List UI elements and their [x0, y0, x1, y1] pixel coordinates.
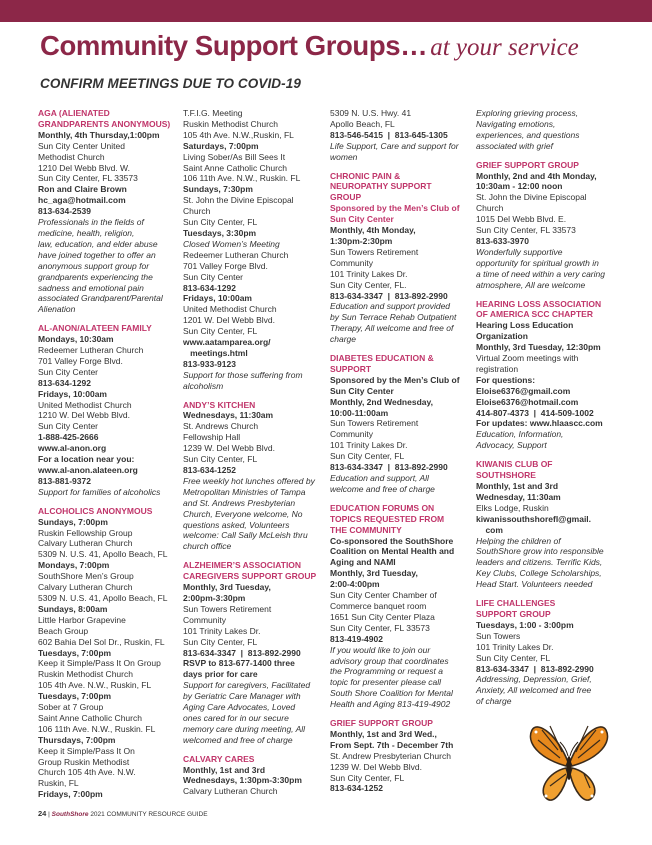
description-line: and St. Andrews Presbyterian	[183, 497, 296, 508]
column-2	[183, 108, 331, 797]
section-heading: HEARING LOSS ASSOCIATION	[476, 298, 602, 309]
bold-detail-line: Fridays, 10:00am	[183, 293, 252, 304]
section-heading: EDUCATION FORUMS ON	[330, 502, 435, 513]
bold-detail-line: meetings.html	[183, 347, 248, 358]
section-gap	[330, 163, 476, 171]
section-gap	[330, 495, 476, 503]
section-heading: ANDY’S KITCHEN	[183, 399, 256, 410]
section-heading: GRANDPARENTS ANONYMOUS)	[38, 118, 171, 129]
page-number: 24	[38, 809, 47, 818]
detail-line: 101 Trinity Lakes Dr.	[330, 440, 408, 451]
bold-detail-line: Monthly, 2nd and 4th Monday,	[476, 170, 597, 181]
detail-line: St. Andrew Presbyterian Church	[330, 750, 451, 761]
bold-detail-line: 10:00-11:00am	[330, 407, 389, 418]
detail-line: Sober at 7 Group	[38, 702, 104, 713]
detail-line: Sun City Center United	[38, 140, 125, 151]
description-line: grandparents experiencing the	[38, 271, 153, 282]
detail-line: Sun City Center	[38, 366, 98, 377]
description-line: Metropolitan Ministries of Tampa	[183, 486, 306, 497]
bold-detail-line: Monthly, 1st and 3rd	[183, 764, 266, 775]
detail-line: United Methodist Church	[183, 304, 277, 315]
bold-detail-line: 813-633-3970	[476, 235, 529, 246]
description-line: medicine, health, religion,	[38, 227, 135, 238]
section-heading: Sponsored by the Men’s Club of	[330, 203, 460, 214]
bold-detail-line: For questions:	[476, 374, 536, 385]
bold-detail-line: Aging and NAMI	[330, 557, 396, 568]
detail-line: St. John the Divine Episcopal	[183, 195, 294, 206]
detail-line: St. John the Divine Episcopal	[476, 192, 587, 203]
detail-line: Apollo Beach, FL	[330, 118, 395, 129]
detail-line: Community	[183, 614, 226, 625]
detail-line: Beach Group	[38, 625, 89, 636]
detail-line: Sun City Center, FL.	[330, 279, 407, 290]
description-line: women	[330, 151, 358, 162]
description-line: Helping the children of	[476, 535, 561, 546]
detail-line: Keep it Simple/Pass It On	[38, 745, 135, 756]
detail-line: 5309 N. U.S. 41, Apollo Beach, FL	[38, 592, 168, 603]
bold-detail-line: Sun City Center	[330, 385, 394, 396]
detail-line: Keep it Simple/Pass It On Group	[38, 658, 161, 669]
description-line: law, education, and elder abuse	[38, 238, 158, 249]
detail-line: Commerce banquet room	[330, 600, 427, 611]
detail-line: 105 4th Ave. N.W., Ruskin, FL	[38, 680, 152, 691]
detail-line: Sun Towers Retirement	[330, 418, 419, 429]
bold-detail-line: 813-634-1252	[330, 783, 383, 794]
page-footer: 24 | SouthShore 2021 COMMUNITY RESOURCE GUIDE	[38, 809, 208, 818]
detail-line: Saint Anne Catholic Church	[183, 162, 287, 173]
detail-line: Sun Towers Retirement	[330, 246, 419, 257]
section-heading: OF AMERICA SCC CHAPTER	[476, 309, 593, 320]
bold-detail-line: Sponsored by the Men’s Club of	[330, 374, 460, 385]
bold-detail-line: www.al-anon.org	[38, 443, 107, 454]
detail-line: 5309 N. U.S. Hwy. 41	[330, 108, 412, 118]
detail-line: Little Harbor Grapevine	[38, 614, 126, 625]
detail-line: Sun City Center, FL	[476, 652, 551, 663]
bold-detail-line: 813-634-1292	[38, 377, 91, 388]
detail-line: 5309 N. U.S. 41, Apollo Beach, FL	[38, 549, 168, 560]
title-script: at your service	[430, 34, 579, 61]
bold-detail-line: Tuesdays, 3:30pm	[183, 227, 257, 238]
detail-line: Church	[183, 206, 211, 217]
detail-line: 101 Trinity Lakes Dr.	[476, 641, 554, 652]
description-line: atmosphere, All are welcome	[476, 279, 586, 290]
bold-detail-line: 813-546-5415 | 813-645-1305	[330, 129, 448, 140]
column-3	[330, 108, 476, 794]
description-line: Exploring grieving process,	[476, 108, 579, 118]
description-line: topic for presenter please call	[330, 677, 442, 688]
bold-detail-line: 813-634-1292	[183, 282, 236, 293]
detail-line: Ruskin, FL	[38, 778, 79, 789]
footer-brand: SouthShore	[51, 811, 89, 818]
detail-line: 1239 W. Del Webb Blvd.	[183, 443, 275, 454]
bold-detail-line: Tuesdays, 7:00pm	[38, 647, 112, 658]
detail-line: Sun City Center	[38, 421, 98, 432]
bold-detail-line: Eloise6376@gmail.com	[476, 385, 571, 396]
detail-line: 1210 Del Webb Blvd. W.	[38, 162, 130, 173]
bold-detail-line: Monthly, 4th Monday,	[330, 225, 416, 236]
detail-line: 1651 Sun City Center Plaza	[330, 611, 435, 622]
description-line: Support for those suffering from	[183, 369, 303, 380]
bold-detail-line: For updates: www.hlaascc.com	[476, 418, 603, 429]
detail-line: Sun Towers	[476, 630, 521, 641]
description-line: Navigating emotions,	[476, 118, 556, 129]
bold-detail-line: Ron and Claire Brown	[38, 184, 127, 195]
detail-line: Sun City Center, FL	[330, 451, 405, 462]
detail-line: St. Andrews Church	[183, 421, 259, 432]
description-line: Wonderfully supportive	[476, 246, 563, 257]
description-line: experiences, and questions	[476, 129, 580, 140]
detail-line: 701 Valley Forge Blvd.	[38, 355, 123, 366]
detail-line: Virtual Zoom meetings with	[476, 353, 579, 364]
detail-line: Sun City Center, FL	[183, 217, 258, 228]
section-heading: ALCOHOLICS ANONYMOUS	[38, 505, 153, 516]
description-line: questions asked, Volunteers	[183, 519, 290, 530]
bold-detail-line: From Sept. 7th - December 7th	[330, 739, 454, 750]
bold-detail-line: Wednesdays, 1:30pm-3:30pm	[183, 775, 302, 786]
section-heading: CALVARY CARES	[183, 753, 255, 764]
description-line: Support for caregivers, Facilitated	[183, 680, 311, 691]
description-line: Life Support, Care and support for	[330, 140, 459, 151]
bold-detail-line: For a location near you:	[38, 454, 135, 465]
section-heading: AGA (ALIENATED	[38, 108, 110, 118]
description-line: of charge	[476, 696, 512, 707]
bold-detail-line: Sundays, 7:00pm	[38, 516, 108, 527]
section-heading: TOPICS REQUESTED FROM	[330, 513, 445, 524]
bold-detail-line: 813-634-3347 | 813-892-2990	[330, 462, 448, 473]
section-heading: ALZHEIMER’S ASSOCIATION	[183, 560, 302, 571]
bold-detail-line: Monthly, 1st and 3rd Wed.,	[330, 728, 437, 739]
section-heading: NEUROPATHY SUPPORT	[330, 181, 432, 192]
description-line: Advocacy, Support	[476, 440, 547, 451]
bold-detail-line: www.aatamparea.org/	[183, 337, 271, 348]
section-heading: GRIEF SUPPORT GROUP	[476, 159, 579, 170]
section-heading: CAREGIVERS SUPPORT GROUP	[183, 571, 317, 582]
detail-line: Sun City Center, FL 33573	[38, 173, 138, 184]
detail-line: 1239 W. Del Webb Blvd.	[330, 761, 422, 772]
detail-line: 101 Trinity Lakes Dr.	[183, 625, 261, 636]
description-line: Professionals in the fields of	[38, 217, 144, 228]
detail-line: Elks Lodge, Ruskin	[476, 502, 549, 513]
detail-line: Group Ruskin Methodist	[38, 756, 130, 767]
section-heading: KIWANIS CLUB OF	[476, 459, 553, 470]
column-1	[38, 108, 184, 800]
section-gap	[476, 291, 622, 299]
bold-detail-line: Coalition on Mental Health and	[330, 546, 455, 557]
description-line: associated Grandparent/Parental	[38, 293, 163, 304]
section-heading: SOUTHSHORE	[476, 470, 536, 481]
bold-detail-line: Fridays, 7:00pm	[38, 789, 103, 800]
section-heading: LIFE CHALLENGES	[476, 598, 556, 609]
butterfly-image	[528, 716, 610, 812]
description-line: sadness and emotional pain	[38, 282, 144, 293]
bold-detail-line: Co-sponsored the SouthShore	[330, 535, 454, 546]
bold-detail-line: 414-807-4373 | 414-509-1002	[476, 407, 594, 418]
description-line: alcoholism	[183, 380, 224, 391]
bold-detail-line: 813-634-3347 | 813-892-2990	[183, 647, 301, 658]
bold-detail-line: days prior for care	[183, 669, 258, 680]
description-line: Closed Women’s Meeting	[183, 238, 280, 249]
bold-detail-line: Monthly, 3rd Tuesday,	[183, 582, 271, 593]
bold-detail-line: 813-634-2539	[38, 206, 91, 217]
bold-detail-line: 1-888-425-2666	[38, 432, 99, 443]
bold-detail-line: 813-634-3347 | 813-892-2990	[476, 663, 594, 674]
section-gap	[330, 345, 476, 353]
description-line: welcome: Call Sally McLeish thru	[183, 530, 308, 541]
section-heading: SUPPORT	[330, 363, 372, 374]
detail-line: T.F.I.G. Meeting	[183, 108, 243, 118]
bold-detail-line: www.al-anon.alateen.org	[38, 465, 138, 475]
bold-detail-line: Wednesday, 11:30am	[476, 491, 561, 502]
detail-line: Sun City Center, FL	[330, 772, 405, 783]
detail-line: 701 Valley Forge Blvd.	[183, 260, 268, 271]
section-gap	[183, 392, 331, 400]
description-line: Anxiety, All welcomed and free	[476, 685, 592, 696]
detail-line: Sun Towers Retirement	[183, 603, 272, 614]
detail-line: Sun City Center, FL	[183, 454, 258, 465]
detail-line: 1210 W. Del Webb Blvd.	[38, 410, 130, 421]
top-color-bar	[0, 0, 652, 22]
detail-line: 101 Trinity Lakes Dr.	[330, 268, 408, 279]
description-line: advisory group that coordinates	[330, 655, 449, 666]
detail-line: SouthShore Men’s Group	[38, 571, 134, 582]
detail-line: Community	[330, 257, 373, 268]
bold-detail-line: 813-634-3347 | 813-892-2990	[330, 290, 448, 301]
detail-line: Ruskin Methodist Church	[38, 669, 133, 680]
description-line: a time of need within a very caring	[476, 268, 605, 279]
bold-detail-line: Saturdays, 7:00pm	[183, 140, 259, 151]
bold-detail-line: Wednesdays, 11:30am	[183, 410, 274, 421]
detail-line: United Methodist Church	[38, 399, 132, 410]
bold-detail-line: Monthly, 3rd Tuesday,	[330, 568, 418, 579]
page-subtitle: CONFIRM MEETINGS DUE TO COVID-19	[40, 76, 301, 91]
section-heading: Sun City Center	[330, 214, 394, 225]
detail-line: 106 11th Ave. N.W., Ruskin. FL	[183, 173, 301, 184]
description-line: Support for families of alcoholics	[38, 486, 161, 497]
section-gap	[183, 552, 331, 560]
description-line: have joined together to offer an	[38, 249, 156, 260]
detail-line: Redeemer Lutheran Church	[38, 345, 144, 356]
section-gap	[38, 315, 184, 323]
bold-detail-line: 1:30pm-2:30pm	[330, 235, 393, 246]
page-title	[40, 30, 579, 62]
section-heading: GRIEF SUPPORT GROUP	[330, 718, 433, 729]
bold-detail-line: kiwanissouthshorefl@gmail.	[476, 513, 592, 524]
description-line: associated with grief	[476, 140, 554, 151]
detail-line: Saint Anne Catholic Church	[38, 712, 142, 723]
bold-detail-line: Monthly, 4th Thursday,1:00pm	[38, 129, 160, 140]
bold-detail-line: Mondays, 10:30am	[38, 334, 114, 345]
detail-line: registration	[476, 363, 519, 374]
section-heading: DIABETES EDUCATION &	[330, 353, 434, 364]
section-gap	[476, 451, 622, 459]
detail-line: Sun City Center, FL 33573	[476, 225, 576, 236]
bold-detail-line: Sundays, 8:00am	[38, 603, 108, 614]
description-line: welcome and free of charge	[330, 483, 435, 494]
section-gap	[476, 590, 622, 598]
section-gap	[330, 710, 476, 718]
description-line: welcomed and free of charge	[183, 734, 293, 745]
detail-line: Calvary Lutheran Church	[38, 538, 133, 549]
description-line: memory care during meeting, All	[183, 723, 306, 734]
description-line: Education and support, All	[330, 473, 429, 483]
description-line: opportunity for spiritual growth in	[476, 257, 599, 268]
description-line: the Programming or request a	[330, 666, 443, 677]
detail-line: Living Sober/As Bill Sees It	[183, 151, 286, 162]
description-line: Education and support provided	[330, 301, 451, 312]
bold-detail-line: 10:30am - 12:00 noon	[476, 181, 563, 192]
bold-detail-line: Sundays, 7:30pm	[183, 184, 253, 195]
detail-line: Community	[330, 429, 373, 440]
description-line: Health and Aging 813-419-4902	[330, 699, 451, 710]
detail-line: Ruskin Fellowship Group	[38, 527, 133, 538]
footer-text: 2021 COMMUNITY RESOURCE GUIDE	[90, 811, 208, 818]
bold-detail-line: Tuesdays, 7:00pm	[38, 691, 112, 702]
detail-line: Methodist Church	[38, 151, 105, 162]
detail-line: 1015 Del Webb Blvd. E.	[476, 214, 567, 225]
bold-detail-line: Monthly, 2nd Wednesday,	[330, 396, 433, 407]
description-line: leaders and citizens. Terrific Kids,	[476, 557, 603, 568]
section-gap	[38, 498, 184, 506]
description-line: Therapy, All welcome and free of	[330, 323, 454, 334]
detail-line: Sun City Center, FL 33573	[330, 622, 430, 633]
detail-line: Sun City Center, FL	[183, 636, 258, 647]
description-line: SouthShore grow into responsible	[476, 546, 604, 557]
section-gap	[476, 152, 622, 160]
description-line: Alienation	[38, 304, 76, 315]
description-line: church office	[183, 541, 232, 552]
bold-detail-line: 2:00-4:00pm	[330, 579, 380, 590]
description-line: South Shore Coalition for Mental	[330, 688, 453, 699]
bold-detail-line: 813-419-4902	[330, 633, 383, 644]
detail-line: Fellowship Hall	[183, 432, 241, 443]
detail-line: Church 105 4th Ave. N.W.	[38, 767, 136, 778]
bold-detail-line: 813-634-1252	[183, 465, 236, 475]
description-line: by Geriatric Care Manager with	[183, 691, 301, 702]
bold-detail-line: hc_aga@hotmail.com	[38, 195, 126, 206]
detail-line: Ruskin Methodist Church	[183, 118, 278, 129]
detail-line: Sun City Center, FL	[183, 326, 258, 337]
column-4	[476, 108, 622, 707]
bold-detail-line: Eloise6376@hotmail.com	[476, 396, 579, 407]
description-line: Addressing, Depression, Grief,	[476, 674, 592, 685]
bold-detail-line: Mondays, 7:00pm	[38, 560, 110, 571]
section-gap	[183, 746, 331, 754]
detail-line: 602 Bahia Del Sol Dr., Ruskin, FL	[38, 636, 165, 647]
description-line: If you would like to join our	[330, 644, 431, 655]
bold-detail-line: 2:00pm-3:30pm	[183, 592, 246, 603]
detail-line: Calvary Lutheran Church	[38, 582, 133, 593]
description-line: Church, Everyone welcome, No	[183, 508, 303, 519]
bold-detail-line: RSVP to 813-677-1400 three	[183, 658, 295, 669]
bold-detail-line: 813-881-9372	[38, 475, 91, 486]
title-main: Community Support Groups…	[40, 30, 428, 61]
bold-detail-line: com	[476, 524, 503, 535]
description-line: ones cared for in our secure	[183, 712, 289, 723]
description-line: Education, Information,	[476, 429, 564, 440]
description-line: Free weekly hot lunches offered by	[183, 475, 315, 486]
detail-line: Redeemer Lutheran Church	[183, 249, 289, 260]
detail-line: Calvary Lutheran Church	[183, 786, 278, 797]
detail-line: 106 11th Ave. N.W., Ruskin. FL	[38, 723, 156, 734]
description-line: anonymous support group for	[38, 260, 150, 271]
section-heading: AL-ANON/ALATEEN FAMILY	[38, 323, 152, 334]
section-heading: CHRONIC PAIN &	[330, 170, 401, 181]
bold-detail-line: Hearing Loss Education	[476, 320, 574, 331]
detail-line: Sun City Center	[183, 271, 243, 282]
bold-detail-line: Fridays, 10:00am	[38, 388, 107, 399]
description-line: charge	[330, 334, 356, 345]
description-line: Aging Care Advocates, Loved	[183, 702, 296, 713]
description-line: Key Clubs, College Scholarships,	[476, 568, 602, 579]
bold-detail-line: Organization	[476, 331, 528, 342]
detail-line: Church	[476, 203, 504, 214]
bold-detail-line: Tuesdays, 1:00 - 3:00pm	[476, 619, 574, 630]
bold-detail-line: Thursdays, 7:00pm	[38, 734, 116, 745]
bold-detail-line: Monthly, 3rd Tuesday, 12:30pm	[476, 342, 601, 353]
section-heading: SUPPORT GROUP	[476, 608, 551, 619]
bold-detail-line: Monthly, 1st and 3rd	[476, 481, 559, 491]
section-heading: THE COMMUNITY	[330, 524, 402, 535]
detail-line: Sun City Center Chamber of	[330, 590, 437, 601]
detail-line: 1201 W. Del Webb Blvd.	[183, 315, 275, 326]
section-heading: GROUP	[330, 192, 362, 203]
description-line: by Sun Terrace Rehab Outpatient	[330, 312, 457, 323]
detail-line: 105 4th Ave. N.W.,Ruskin, FL	[183, 129, 294, 140]
description-line: Head Start. Volunteers needed	[476, 579, 593, 590]
bold-detail-line: 813-933-9123	[183, 358, 236, 369]
